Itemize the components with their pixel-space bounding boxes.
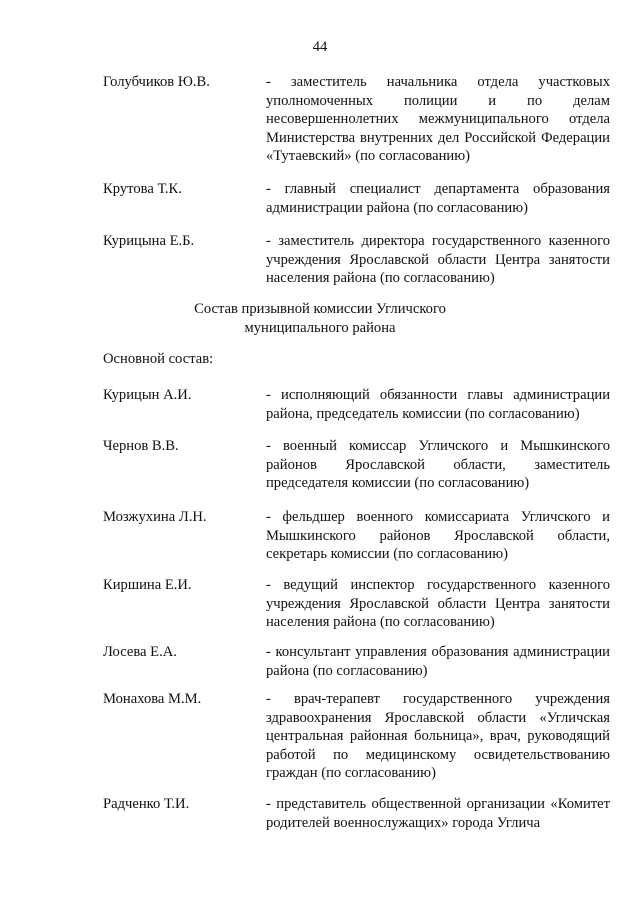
member-name: Мозжухина Л.Н. [103,509,207,525]
section-title [0,300,640,337]
member-role: - представитель общественной организации «Комитет родителей военнослужащих» города Углича [266,796,610,831]
member-role: - фельдшер военного комиссариата Угличского и Мышкинского районов Ярославской области, секретарь комиссии (по согласованию) [266,509,610,563]
subheading-main-composition: Основной состав: [103,351,214,367]
member-role: - военный комиссар Угличского и Мышкинского районов Ярославской области, заместитель председателя комиссии (по согласованию) [266,438,610,492]
section-title-line-2: муниципального района [244,319,396,336]
member-name: Монахова М.М. [103,691,202,707]
member-role: - исполняющий обязанности главы администрации района, председатель комиссии (по согласованию) [266,387,610,422]
member-name: Крутова Т.К. [103,181,182,197]
member-role: - заместитель начальника отдела участковых уполномоченных полиции и по делам несовершеннолетних межмуниципального отдела Министерства внутренних дел Российской Федерации «Тутаевский» (по согласованию) [266,74,610,165]
member-name: Радченко Т.И. [103,796,190,812]
member-name: Курицына Е.Б. [103,233,195,249]
member-role: - врач-терапевт государственного учреждения здравоохранения Ярославской области «Угличская центральная районная больница», врач, руководящий работой по медицинскому освидетельствованию граждан (по согласованию) [266,691,610,782]
member-role: - заместитель директора государственного казенного учреждения Ярославской области Центра занятости населения района (по согласованию) [266,233,610,287]
member-name: Лосева Е.А. [103,644,177,660]
member-role: - ведущий инспектор государственного казенного учреждения Ярославской области Центра занятости населения района (по согласованию) [266,577,610,631]
member-role: - главный специалист департамента образования администрации района (по согласованию) [266,181,610,216]
section-title-line-1: Состав призывной комиссии Угличского [194,301,446,317]
member-name: Киршина Е.И. [103,577,192,593]
member-name: Курицын А.И. [103,387,192,403]
member-name: Голубчиков Ю.В. [103,74,210,90]
page-number: 44 [312,39,328,55]
member-role: - консультант управления образования администрации района (по согласованию) [266,644,610,679]
member-name: Чернов В.В. [103,438,179,454]
